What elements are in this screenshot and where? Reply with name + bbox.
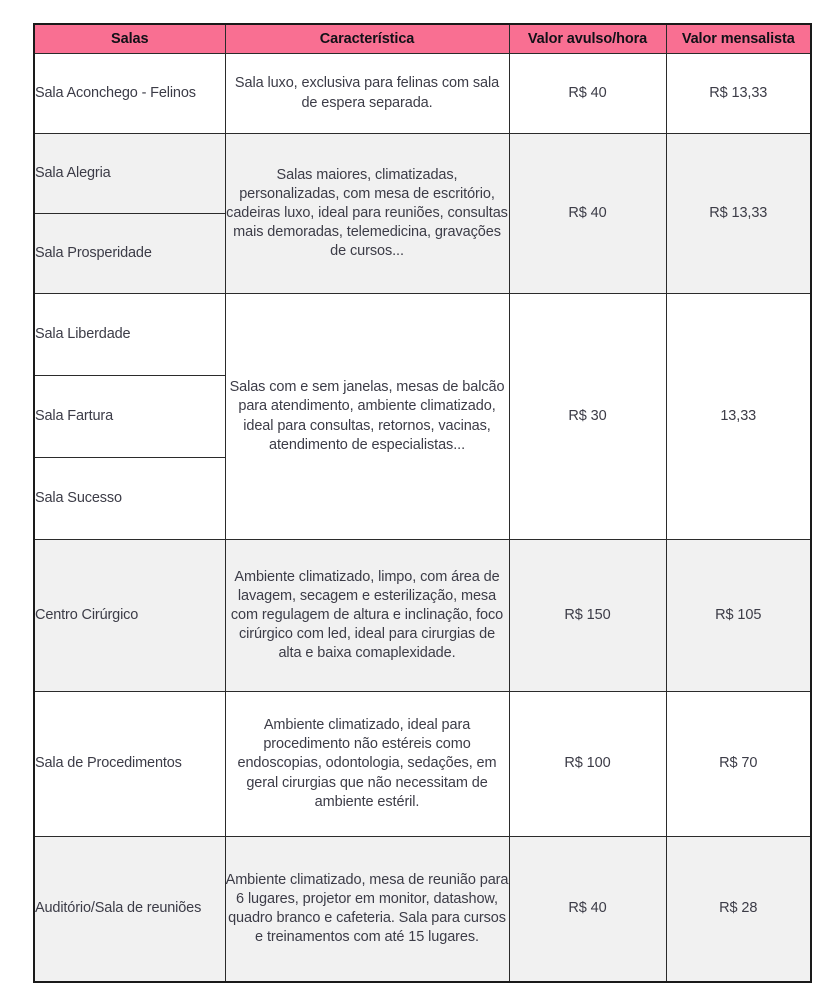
cell-valor-avulso-hora: R$ 40 [509,837,666,982]
cell-valor-avulso-hora: R$ 40 [509,134,666,294]
table-body [34,54,811,982]
cell-valor-mensalista: R$ 105 [666,540,811,692]
cell-caracteristica: Ambiente climatizado, ideal para procedimento não estéreis como endoscopias, odontologia, sedações, em geral cirurgias que não necessitam de ambiente estéril. [225,692,509,837]
cell-sala: Sala Liberdade [34,294,225,376]
column-header-valor-avulso-hora: Valor avulso/hora [509,24,666,54]
table-row [34,134,811,214]
cell-valor-mensalista: R$ 13,33 [666,134,811,294]
cell-valor-avulso-hora: R$ 30 [509,294,666,540]
cell-valor-avulso-hora: R$ 100 [509,692,666,837]
column-header-caracteristica: Característica [225,24,509,54]
column-header-salas: Salas [34,24,225,54]
table-row [34,692,811,837]
column-header-valor-mensalista: Valor mensalista [666,24,811,54]
room-pricing-table [33,23,812,983]
cell-caracteristica: Salas maiores, climatizadas, personalizadas, com mesa de escritório, cadeiras luxo, ideal para reuniões, consultas mais demoradas, telemedicina, gravações de cursos... [225,134,509,294]
table-header-row [34,24,811,54]
table-row [34,837,811,982]
cell-valor-mensalista: 13,33 [666,294,811,540]
cell-valor-mensalista: R$ 28 [666,837,811,982]
table-header [34,24,811,54]
cell-valor-mensalista: R$ 70 [666,692,811,837]
cell-sala: Sala de Procedimentos [34,692,225,837]
cell-sala: Sala Alegria [34,134,225,214]
cell-valor-mensalista: R$ 13,33 [666,54,811,134]
cell-caracteristica: Salas com e sem janelas, mesas de balcão para atendimento, ambiente climatizado, ideal para consultas, retornos, vacinas, atendimento de especialistas... [225,294,509,540]
cell-sala: Sala Sucesso [34,458,225,540]
cell-sala: Auditório/Sala de reuniões [34,837,225,982]
cell-caracteristica: Ambiente climatizado, limpo, com área de lavagem, secagem e esterilização, mesa com regulagem de altura e inclinação, foco cirúrgico com led, ideal para cirurgias de alta e baixa comaplexidade. [225,540,509,692]
cell-sala: Sala Prosperidade [34,214,225,294]
cell-sala: Centro Cirúrgico [34,540,225,692]
cell-valor-avulso-hora: R$ 150 [509,540,666,692]
cell-sala: Sala Fartura [34,376,225,458]
cell-sala: Sala Aconchego - Felinos [34,54,225,134]
cell-caracteristica: Sala luxo, exclusiva para felinas com sala de espera separada. [225,54,509,134]
cell-valor-avulso-hora: R$ 40 [509,54,666,134]
cell-caracteristica: Ambiente climatizado, mesa de reunião para 6 lugares, projetor em monitor, datashow, quadro branco e cafeteria. Sala para cursos e treinamentos com até 15 lugares. [225,837,509,982]
table-row [34,54,811,134]
table-row [34,294,811,376]
table-row [34,540,811,692]
